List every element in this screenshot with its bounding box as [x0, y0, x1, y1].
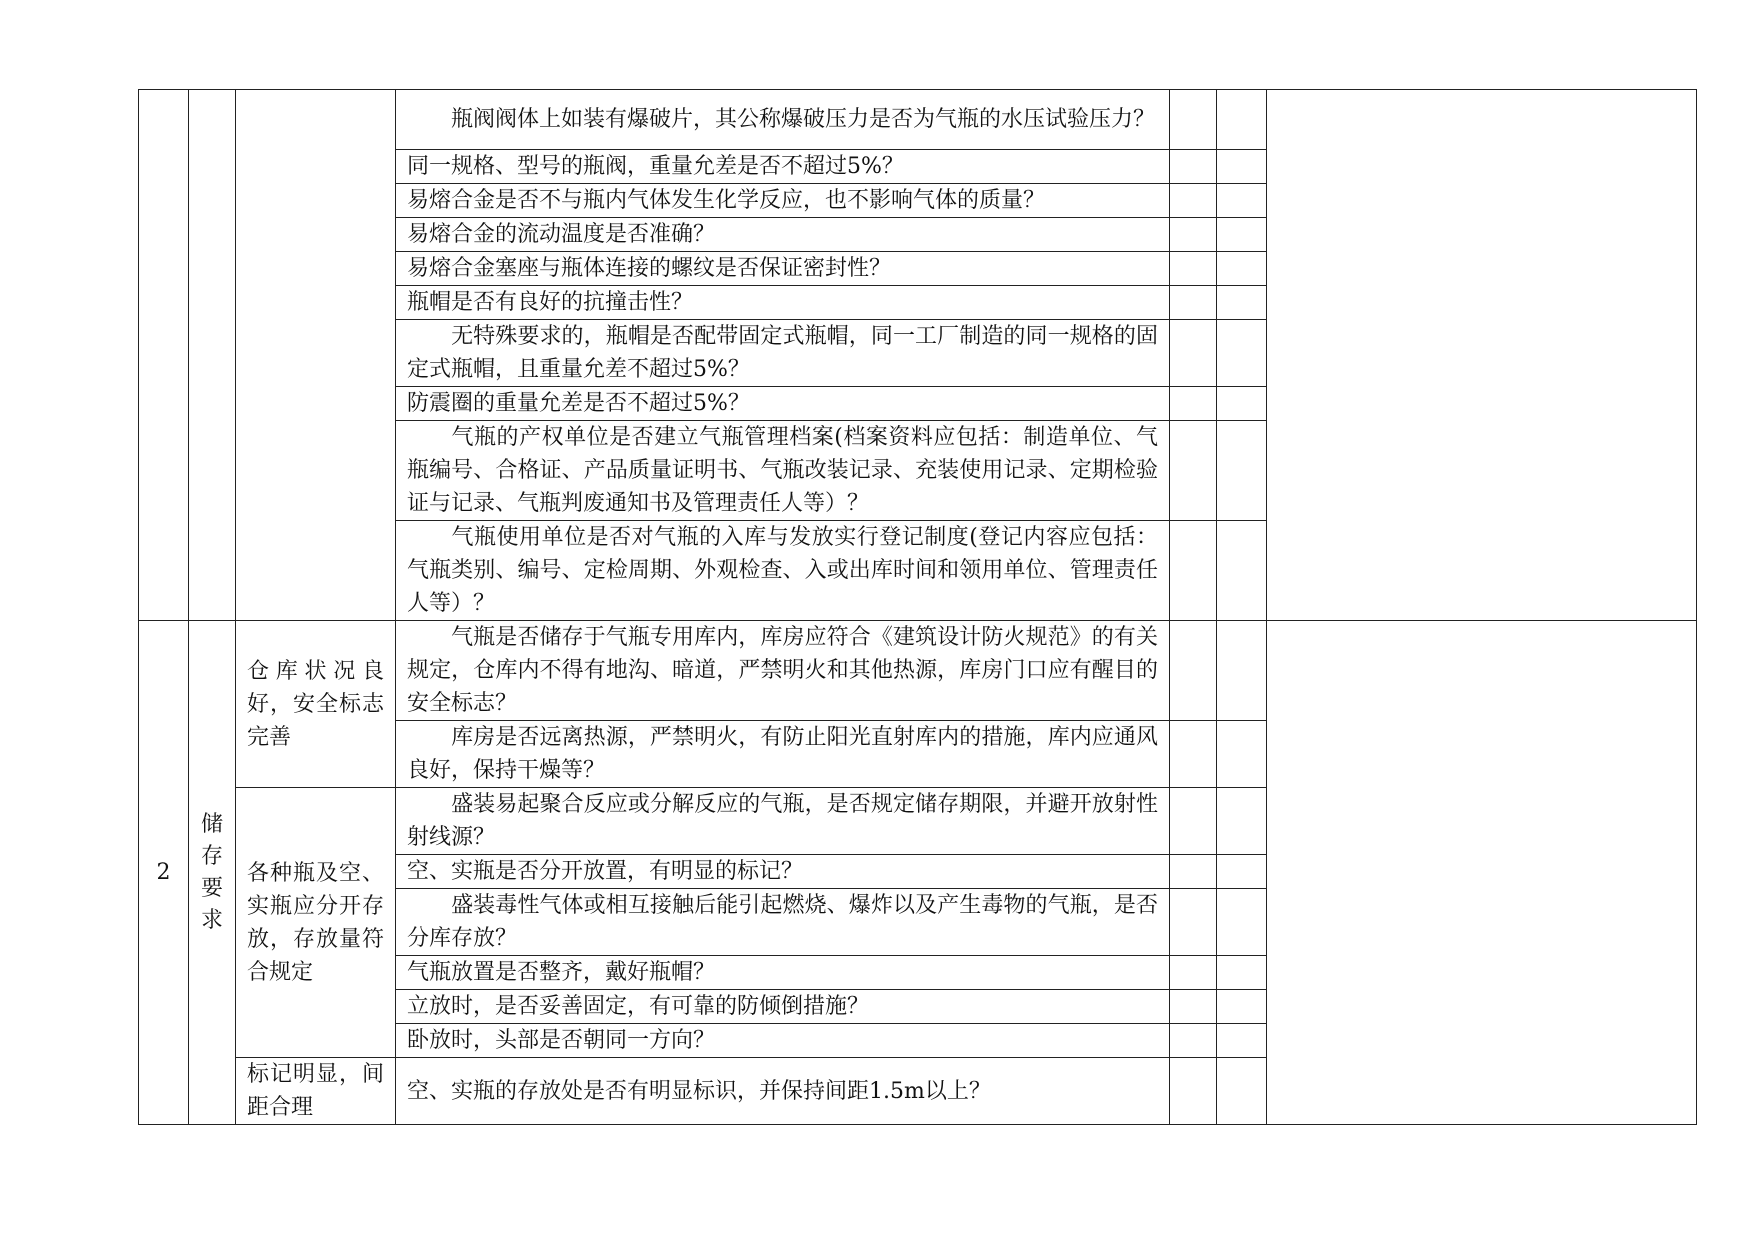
- question-cell: [396, 286, 1170, 320]
- result-cell-no: [1217, 421, 1267, 521]
- result-cell-no: [1217, 1058, 1267, 1125]
- question-text: 库房是否远离热源，严禁明火，有防止阳光直射库内的措施，库内应通风良好，保持干燥等？: [407, 725, 1158, 783]
- question-text: 气瓶是否储存于气瓶专用库内，库房应符合《建筑设计防火规范》的有关规定，仓库内不得有地沟、暗道，严禁明火和其他热源，库房门口应有醒目的安全标志？: [407, 625, 1158, 716]
- remarks-cell: [1267, 621, 1697, 1125]
- result-cell-no: [1217, 320, 1267, 387]
- result-cell-no: [1217, 788, 1267, 855]
- question-text: 气瓶使用单位是否对气瓶的入库与发放实行登记制度(登记内容应包括：气瓶类别、编号、定检周期、外观检查、入或出库时间和领用单位、管理责任人等）？: [407, 525, 1158, 616]
- question-text: 易熔合金的流动温度是否准确？: [407, 222, 716, 247]
- result-cell-yes: [1170, 1058, 1217, 1125]
- result-cell-yes: [1170, 889, 1217, 956]
- question-text: 易熔合金是否不与瓶内气体发生化学反应，也不影响气体的质量？: [407, 188, 1046, 213]
- question-cell: [396, 184, 1170, 218]
- result-cell-yes: [1170, 1024, 1217, 1058]
- question-text: 盛装易起聚合反应或分解反应的气瓶，是否规定储存期限，并避开放射性射线源？: [407, 792, 1158, 850]
- question-cell: [396, 90, 1170, 150]
- question-text: 气瓶放置是否整齐，戴好瓶帽？: [407, 960, 716, 985]
- result-cell-yes: [1170, 956, 1217, 990]
- result-cell-yes: [1170, 218, 1217, 252]
- question-cell: [396, 1058, 1170, 1125]
- sub-item-cell: 标记明显，间距合理: [236, 1058, 396, 1125]
- result-cell-yes: [1170, 621, 1217, 721]
- question-cell: [396, 956, 1170, 990]
- result-cell-yes: [1170, 521, 1217, 621]
- question-cell: [396, 990, 1170, 1024]
- result-cell-yes: [1170, 387, 1217, 421]
- question-cell: [396, 1024, 1170, 1058]
- question-text: 空、实瓶的存放处是否有明显标识，并保持间距1.5m以上？: [407, 1078, 991, 1104]
- result-cell-no: [1217, 387, 1267, 421]
- question-cell: [396, 320, 1170, 387]
- result-cell-yes: [1170, 421, 1217, 521]
- category-cell: [189, 90, 236, 621]
- question-text: 空、实瓶是否分开放置，有明显的标记？: [407, 859, 804, 884]
- result-cell-yes: [1170, 150, 1217, 184]
- question-cell: [396, 150, 1170, 184]
- question-cell: [396, 721, 1170, 788]
- result-cell-no: [1217, 252, 1267, 286]
- question-cell: [396, 521, 1170, 621]
- result-cell-no: [1217, 990, 1267, 1024]
- sub-item-cell: 各种瓶及空、实瓶应分开存放，存放量符合规定: [236, 788, 396, 1058]
- question-cell: [396, 889, 1170, 956]
- remarks-cell: [1267, 90, 1697, 621]
- result-cell-yes: [1170, 90, 1217, 150]
- question-text: 卧放时，头部是否朝同一方向？: [407, 1028, 716, 1053]
- result-cell-no: [1217, 521, 1267, 621]
- category-label: 储存要求: [201, 811, 224, 933]
- result-cell-yes: [1170, 286, 1217, 320]
- table-row: [139, 621, 1697, 721]
- result-cell-yes: [1170, 252, 1217, 286]
- result-cell-no: [1217, 286, 1267, 320]
- result-cell-no: [1217, 621, 1267, 721]
- question-cell: [396, 621, 1170, 721]
- result-cell-no: [1217, 855, 1267, 889]
- result-cell-yes: [1170, 721, 1217, 788]
- inspection-checklist-table: [138, 89, 1697, 1125]
- question-cell: [396, 421, 1170, 521]
- question-text: 气瓶的产权单位是否建立气瓶管理档案(档案资料应包括：制造单位、气瓶编号、合格证、产品质量证明书、气瓶改装记录、充装使用记录、定期检验证与记录、气瓶判废通知书及管理责任人等）？: [407, 425, 1158, 516]
- question-text: 同一规格、型号的瓶阀，重量允差是否不超过5%？: [407, 154, 904, 179]
- question-cell: [396, 855, 1170, 889]
- question-text: 瓶阀阀体上如装有爆破片，其公称爆破压力是否为气瓶的水压试验压力？: [451, 107, 1156, 132]
- item-number-cell: [139, 90, 189, 621]
- result-cell-yes: [1170, 320, 1217, 387]
- item-number-cell: 2: [139, 621, 189, 1125]
- question-text: 盛装毒性气体或相互接触后能引起燃烧、爆炸以及产生毒物的气瓶，是否分库存放？: [407, 893, 1158, 951]
- question-text: 立放时，是否妥善固定，有可靠的防倾倒措施？: [407, 994, 870, 1019]
- result-cell-no: [1217, 721, 1267, 788]
- result-cell-no: [1217, 184, 1267, 218]
- question-cell: [396, 252, 1170, 286]
- result-cell-no: [1217, 956, 1267, 990]
- checklist-body: [139, 90, 1697, 1125]
- question-cell: [396, 788, 1170, 855]
- question-cell: [396, 218, 1170, 252]
- result-cell-yes: [1170, 990, 1217, 1024]
- table-row: [139, 90, 1697, 150]
- result-cell-yes: [1170, 184, 1217, 218]
- question-text: 无特殊要求的，瓶帽是否配带固定式瓶帽，同一工厂制造的同一规格的固定式瓶帽，且重量允差不超过5%？: [407, 324, 1158, 382]
- question-text: 瓶帽是否有良好的抗撞击性？: [407, 290, 694, 315]
- category-cell: [189, 621, 236, 1125]
- sub-item-cell: 仓库状况良好，安全标志完善: [236, 621, 396, 788]
- result-cell-no: [1217, 150, 1267, 184]
- question-cell: [396, 387, 1170, 421]
- result-cell-no: [1217, 218, 1267, 252]
- result-cell-yes: [1170, 855, 1217, 889]
- result-cell-no: [1217, 889, 1267, 956]
- question-text: 易熔合金塞座与瓶体连接的螺纹是否保证密封性？: [407, 256, 892, 281]
- question-text: 防震圈的重量允差是否不超过5%？: [407, 391, 750, 416]
- result-cell-no: [1217, 1024, 1267, 1058]
- sub-item-cell: [236, 90, 396, 621]
- result-cell-yes: [1170, 788, 1217, 855]
- result-cell-no: [1217, 90, 1267, 150]
